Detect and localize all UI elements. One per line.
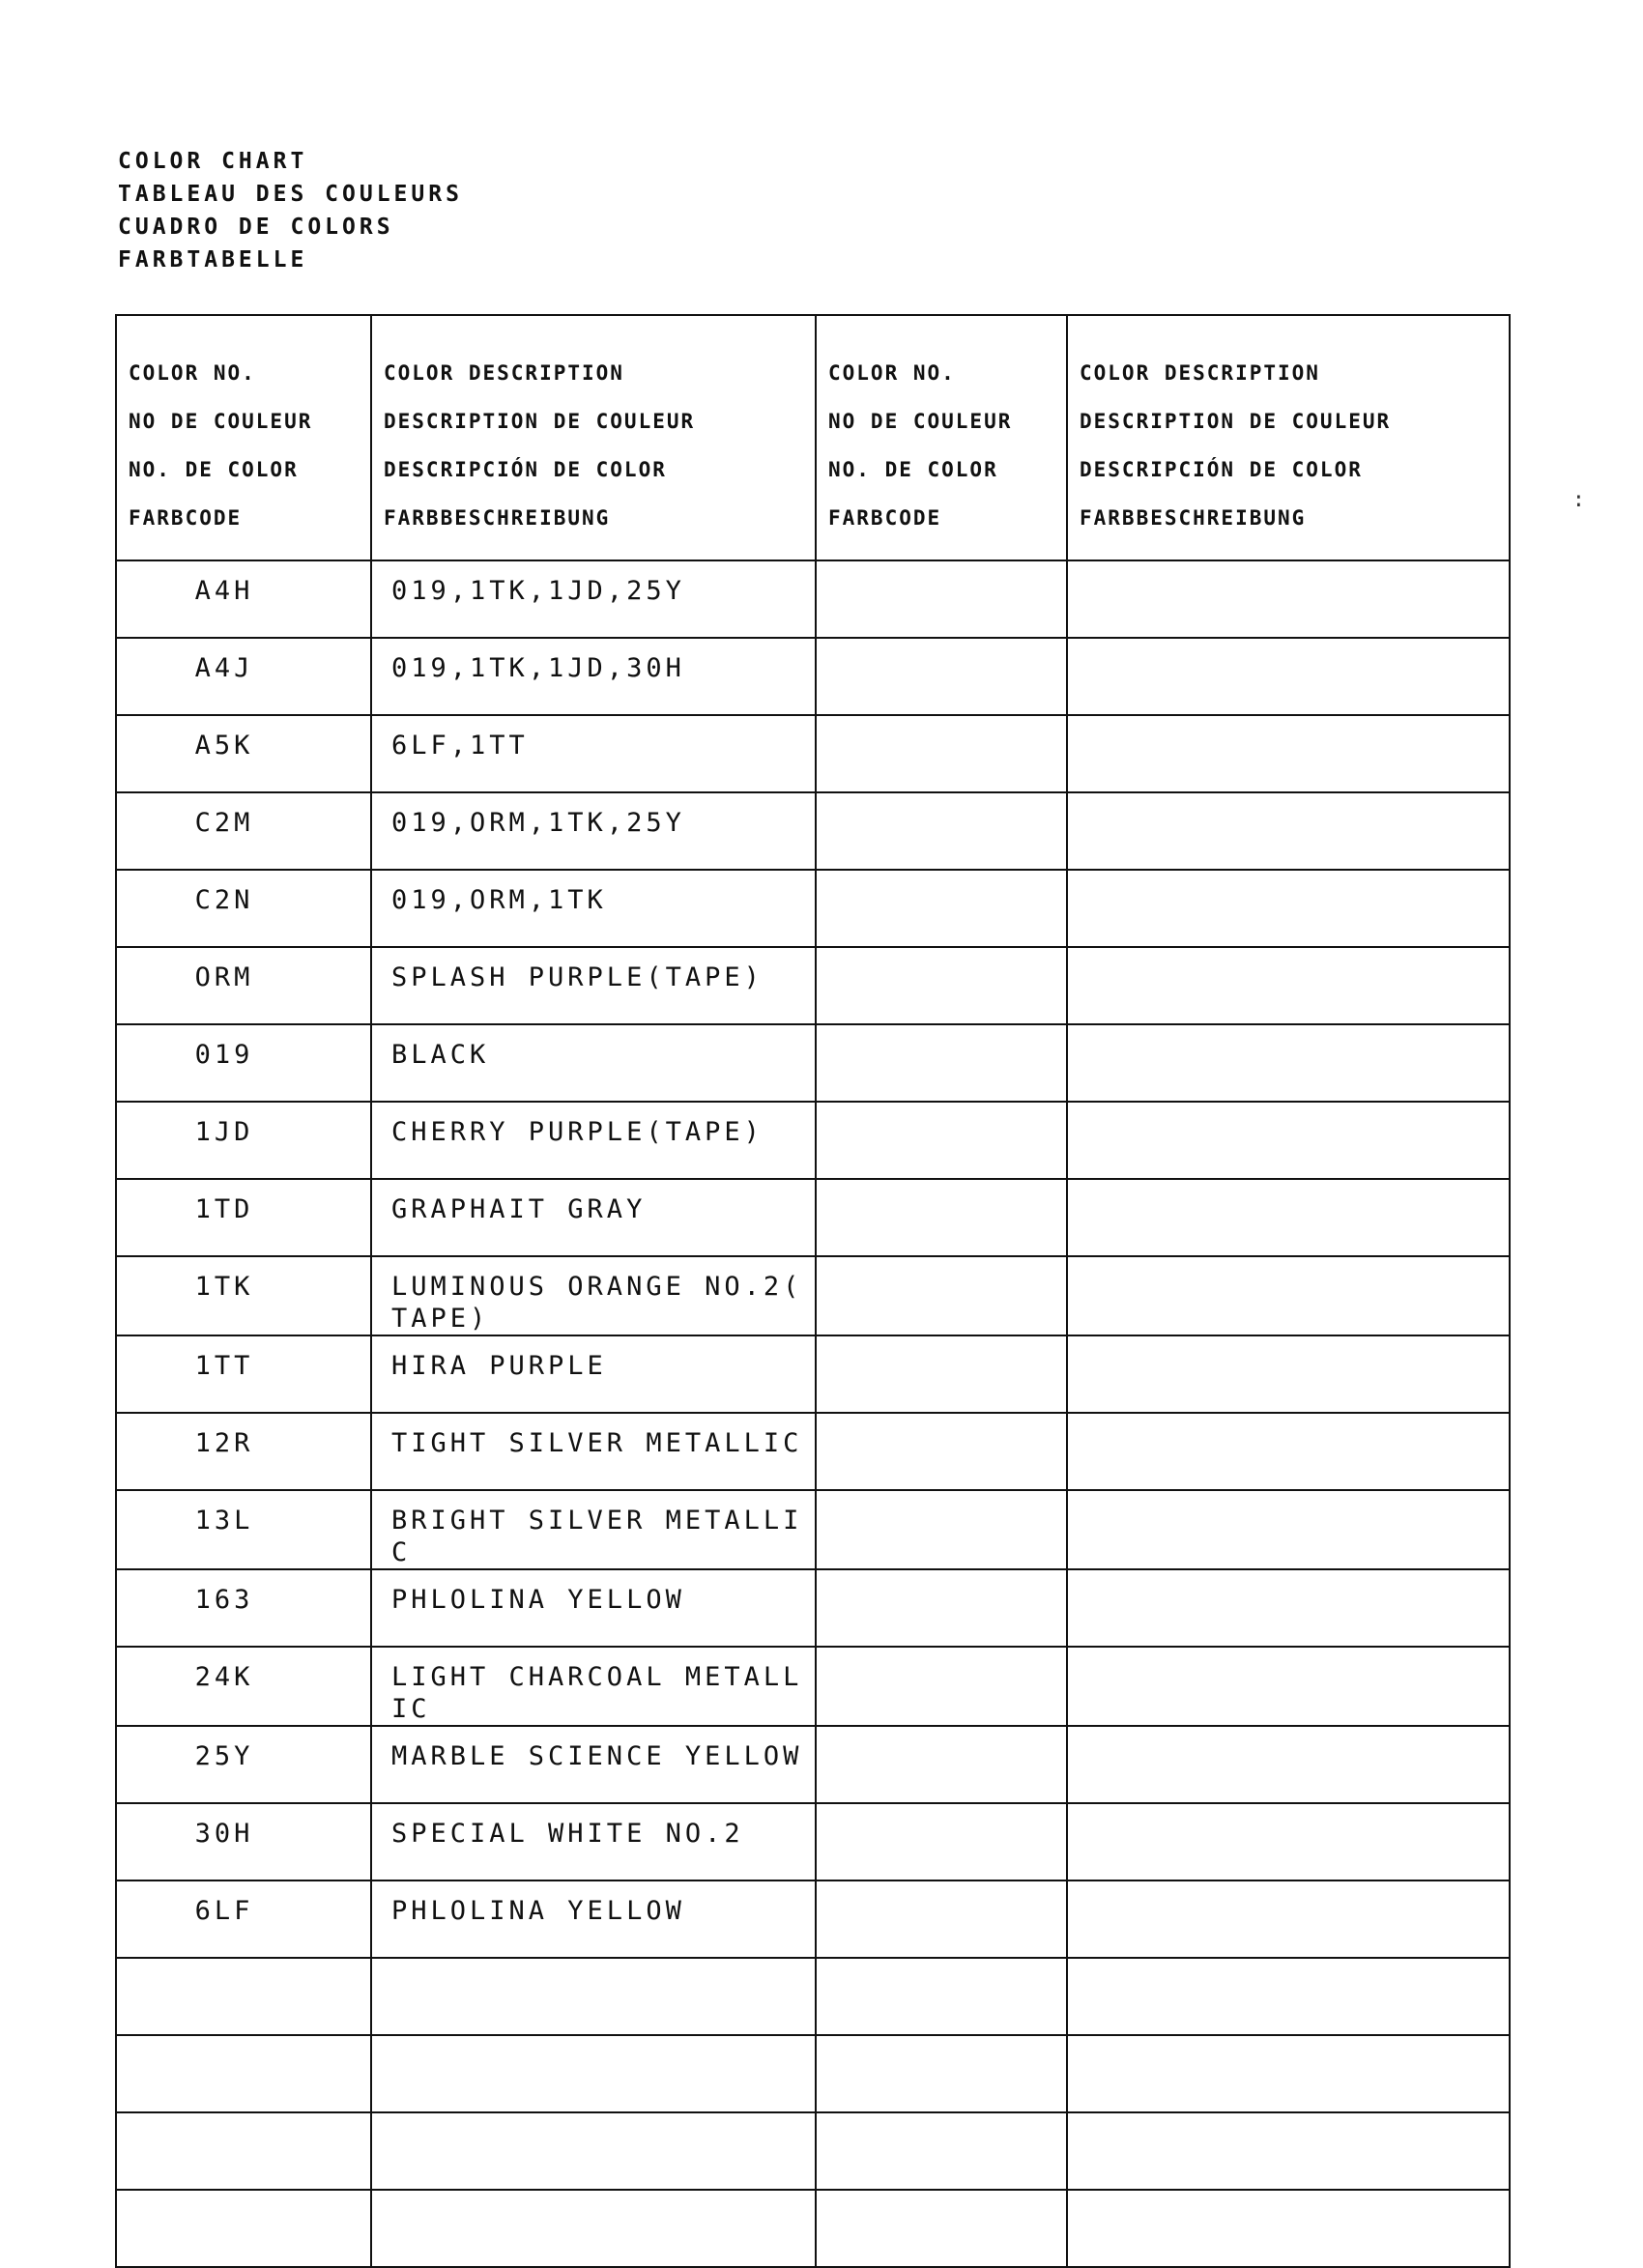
color-code-cell: 1TD [116, 1179, 371, 1256]
title-german: FARBTABELLE [118, 247, 308, 273]
header-label: FARBCODE [828, 506, 942, 530]
title-spanish: CUADRO DE COLORS [118, 215, 394, 240]
color-code-cell-empty [816, 1024, 1067, 1102]
color-chart-table [115, 314, 1511, 2268]
color-code-cell: 25Y [116, 1726, 371, 1803]
header-label: FARBBESCHREIBUNG [384, 506, 611, 530]
color-code-cell [116, 2035, 371, 2112]
header-label: FARBBESCHREIBUNG [1080, 506, 1307, 530]
color-code-cell-empty [816, 2112, 1067, 2190]
color-code-cell-empty [816, 2035, 1067, 2112]
color-code-cell-empty [816, 638, 1067, 715]
color-code-cell-empty [816, 1256, 1067, 1335]
color-code-cell: 6LF [116, 1880, 371, 1958]
color-code-cell: 13L [116, 1490, 371, 1569]
color-code-cell-empty [816, 2190, 1067, 2267]
color-description-cell-empty [1067, 1024, 1510, 1102]
table-row [116, 2035, 1510, 2112]
table-row [116, 560, 1510, 638]
color-code-cell-empty [816, 1102, 1067, 1179]
table-row [116, 1647, 1510, 1726]
margin-mark: : [1571, 488, 1585, 512]
color-code-cell-empty [816, 1413, 1067, 1490]
color-description-cell-empty [1067, 1179, 1510, 1256]
table-row [116, 1413, 1510, 1490]
table-row [116, 2112, 1510, 2190]
color-description-cell: HIRA PURPLE [371, 1335, 816, 1413]
header-label: COLOR DESCRIPTION [384, 361, 624, 385]
color-description-cell-empty [1067, 2190, 1510, 2267]
header-label: COLOR DESCRIPTION [1080, 361, 1320, 385]
table-row [116, 2190, 1510, 2267]
color-code-cell: 1TT [116, 1335, 371, 1413]
color-code-cell-empty [816, 1958, 1067, 2035]
table-row [116, 1102, 1510, 1179]
color-description-cell-empty [1067, 1490, 1510, 1569]
color-description-cell-empty [1067, 1413, 1510, 1490]
color-code-cell: A5K [116, 715, 371, 792]
table-row [116, 1803, 1510, 1880]
color-code-cell: C2N [116, 870, 371, 947]
color-code-cell-empty [816, 1179, 1067, 1256]
color-description-cell: 019,ORM,1TK,25Y [371, 792, 816, 870]
header-label: NO DE COULEUR [828, 410, 1013, 433]
color-description-cell-empty [1067, 1726, 1510, 1803]
table-row [116, 1179, 1510, 1256]
color-description-cell: BLACK [371, 1024, 816, 1102]
header-label: DESCRIPTION DE COULEUR [1080, 410, 1392, 433]
color-description-cell: 019,1TK,1JD,25Y [371, 560, 816, 638]
table-row [116, 1958, 1510, 2035]
color-description-cell-empty [1067, 1102, 1510, 1179]
color-description-cell: LIGHT CHARCOAL METALL IC [371, 1647, 816, 1726]
color-description-cell-empty [1067, 1256, 1510, 1335]
header-label: COLOR NO. [129, 361, 256, 385]
color-description-cell: BRIGHT SILVER METALLI C [371, 1490, 816, 1569]
color-description-cell-empty [1067, 715, 1510, 792]
color-code-cell: A4H [116, 560, 371, 638]
color-code-cell: ORM [116, 947, 371, 1024]
color-description-cell: SPLASH PURPLE(TAPE) [371, 947, 816, 1024]
color-description-cell: GRAPHAIT GRAY [371, 1179, 816, 1256]
color-description-cell [371, 1958, 816, 2035]
header-label: NO. DE COLOR [828, 458, 998, 481]
color-code-cell [116, 2190, 371, 2267]
table-row [116, 1490, 1510, 1569]
color-code-cell-empty [816, 1569, 1067, 1647]
color-description-cell-empty [1067, 2035, 1510, 2112]
color-description-cell: TIGHT SILVER METALLIC [371, 1413, 816, 1490]
title-french: TABLEAU DES COULEURS [118, 182, 463, 207]
color-description-cell [371, 2035, 816, 2112]
color-code-cell: 163 [116, 1569, 371, 1647]
table-row [116, 1335, 1510, 1413]
color-code-cell-empty [816, 870, 1067, 947]
color-code-cell-empty [816, 792, 1067, 870]
color-description-cell-empty [1067, 1569, 1510, 1647]
header-label: DESCRIPCIÓN DE COLOR [1080, 458, 1363, 481]
color-description-cell: MARBLE SCIENCE YELLOW [371, 1726, 816, 1803]
color-description-cell: PHLOLINA YELLOW [371, 1569, 816, 1647]
table-row [116, 870, 1510, 947]
header-label: DESCRIPCIÓN DE COLOR [384, 458, 667, 481]
color-code-cell-empty [816, 715, 1067, 792]
color-code-cell [116, 2112, 371, 2190]
color-description-cell: SPECIAL WHITE NO.2 [371, 1803, 816, 1880]
color-code-cell: C2M [116, 792, 371, 870]
color-code-cell-empty [816, 1335, 1067, 1413]
color-code-cell-empty [816, 1647, 1067, 1726]
header-label: FARBCODE [129, 506, 243, 530]
color-description-cell: PHLOLINA YELLOW [371, 1880, 816, 1958]
color-code-cell-empty [816, 560, 1067, 638]
color-description-cell-empty [1067, 2112, 1510, 2190]
table-row [116, 1024, 1510, 1102]
color-code-cell: 019 [116, 1024, 371, 1102]
table-row [116, 638, 1510, 715]
color-description-cell: CHERRY PURPLE(TAPE) [371, 1102, 816, 1179]
color-code-cell: A4J [116, 638, 371, 715]
color-code-cell-empty [816, 1880, 1067, 1958]
color-code-cell: 1JD [116, 1102, 371, 1179]
color-description-cell: LUMINOUS ORANGE NO.2( TAPE) [371, 1256, 816, 1335]
color-description-cell-empty [1067, 792, 1510, 870]
table-row [116, 1880, 1510, 1958]
color-description-cell: 019,1TK,1JD,30H [371, 638, 816, 715]
table-row [116, 715, 1510, 792]
document-titles [118, 145, 463, 276]
table-row [116, 1256, 1510, 1335]
table-row [116, 1569, 1510, 1647]
header-color-description-left [371, 315, 816, 560]
color-description-cell: 6LF,1TT [371, 715, 816, 792]
color-code-cell-empty [816, 1490, 1067, 1569]
color-description-cell-empty [1067, 1880, 1510, 1958]
color-description-cell-empty [1067, 638, 1510, 715]
color-code-cell: 1TK [116, 1256, 371, 1335]
color-description-cell-empty [1067, 1803, 1510, 1880]
header-label: NO DE COULEUR [129, 410, 313, 433]
table-row [116, 947, 1510, 1024]
color-code-cell: 24K [116, 1647, 371, 1726]
color-code-cell-empty [816, 1803, 1067, 1880]
color-description-cell [371, 2190, 816, 2267]
header-row [116, 315, 1510, 560]
color-description-cell: 019,ORM,1TK [371, 870, 816, 947]
color-description-cell-empty [1067, 947, 1510, 1024]
header-color-no-left [116, 315, 371, 560]
table-row [116, 792, 1510, 870]
header-color-no-right [816, 315, 1067, 560]
color-description-cell-empty [1067, 1958, 1510, 2035]
table-body [116, 560, 1510, 2267]
table-row [116, 1726, 1510, 1803]
header-label: NO. DE COLOR [129, 458, 299, 481]
header-label: DESCRIPTION DE COULEUR [384, 410, 696, 433]
color-description-cell-empty [1067, 1335, 1510, 1413]
color-code-cell-empty [816, 947, 1067, 1024]
color-description-cell-empty [1067, 870, 1510, 947]
header-label: COLOR NO. [828, 361, 956, 385]
color-code-cell: 12R [116, 1413, 371, 1490]
color-code-cell-empty [816, 1726, 1067, 1803]
header-color-description-right [1067, 315, 1510, 560]
color-description-cell [371, 2112, 816, 2190]
color-code-cell: 30H [116, 1803, 371, 1880]
title-english: COLOR CHART [118, 149, 308, 174]
color-description-cell-empty [1067, 560, 1510, 638]
color-code-cell [116, 1958, 371, 2035]
color-description-cell-empty [1067, 1647, 1510, 1726]
